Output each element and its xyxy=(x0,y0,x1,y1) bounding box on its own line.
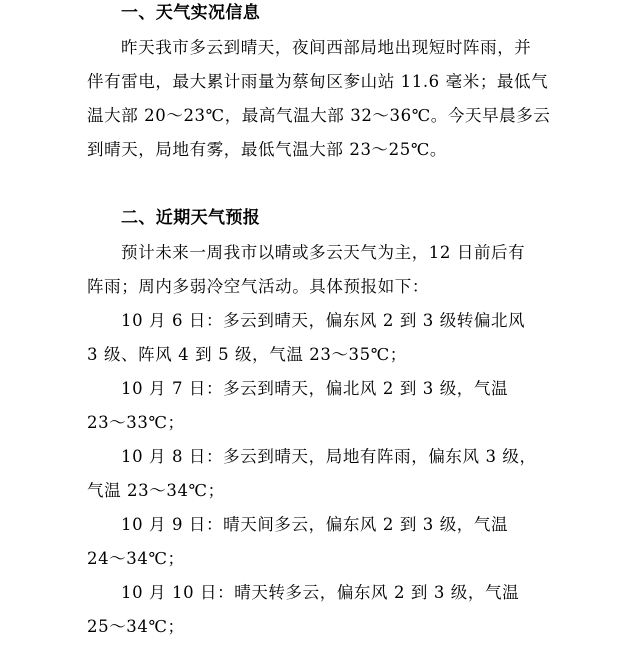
forecast-oct-6-line-1: 10 月 6 日：多云到晴天，偏东风 2 到 3 级转偏北风 xyxy=(121,311,526,330)
forecast-oct-6-line-2: 3 级、阵风 4 到 5 级，气温 23～35℃； xyxy=(87,345,407,364)
forecast-oct-7-line-1: 10 月 7 日：多云到晴天，偏北风 2 到 3 级，气温 xyxy=(121,379,509,398)
section-1-line-1: 昨天我市多云到晴天，夜间西部局地出现短时阵雨，并 xyxy=(121,38,532,57)
section-1-heading: 一、天气实况信息 xyxy=(121,3,261,23)
section-1-line-3: 温大部 20～23℃，最高气温大部 32～36℃。今天早晨多云 xyxy=(87,106,551,125)
forecast-oct-10-line-2: 25～34℃； xyxy=(87,617,185,636)
forecast-oct-10-line-1: 10 月 10 日：晴天转多云，偏东风 2 到 3 级，气温 xyxy=(121,583,520,602)
forecast-oct-9-line-1: 10 月 9 日：晴天间多云，偏东风 2 到 3 级，气温 xyxy=(121,515,509,534)
section-1-line-2: 伴有雷电，最大累计雨量为蔡甸区奓山站 11.6 毫米；最低气 xyxy=(87,72,549,91)
section-2-intro-line-2: 阵雨；周内多弱冷空气活动。具体预报如下： xyxy=(87,277,429,296)
section-2-intro-line-1: 预计未来一周我市以晴或多云天气为主，12 日前后有 xyxy=(121,243,526,262)
forecast-oct-9-line-2: 24～34℃； xyxy=(87,549,185,568)
forecast-oct-7-line-2: 23～33℃； xyxy=(87,413,185,432)
section-1-line-4: 到晴天，局地有雾，最低气温大部 23～25℃。 xyxy=(87,140,447,159)
forecast-oct-8-line-1: 10 月 8 日：多云到晴天，局地有阵雨，偏东风 3 级， xyxy=(121,447,537,466)
forecast-oct-8-line-2: 气温 23～34℃； xyxy=(87,481,225,500)
section-2-heading: 二、近期天气预报 xyxy=(121,208,261,228)
